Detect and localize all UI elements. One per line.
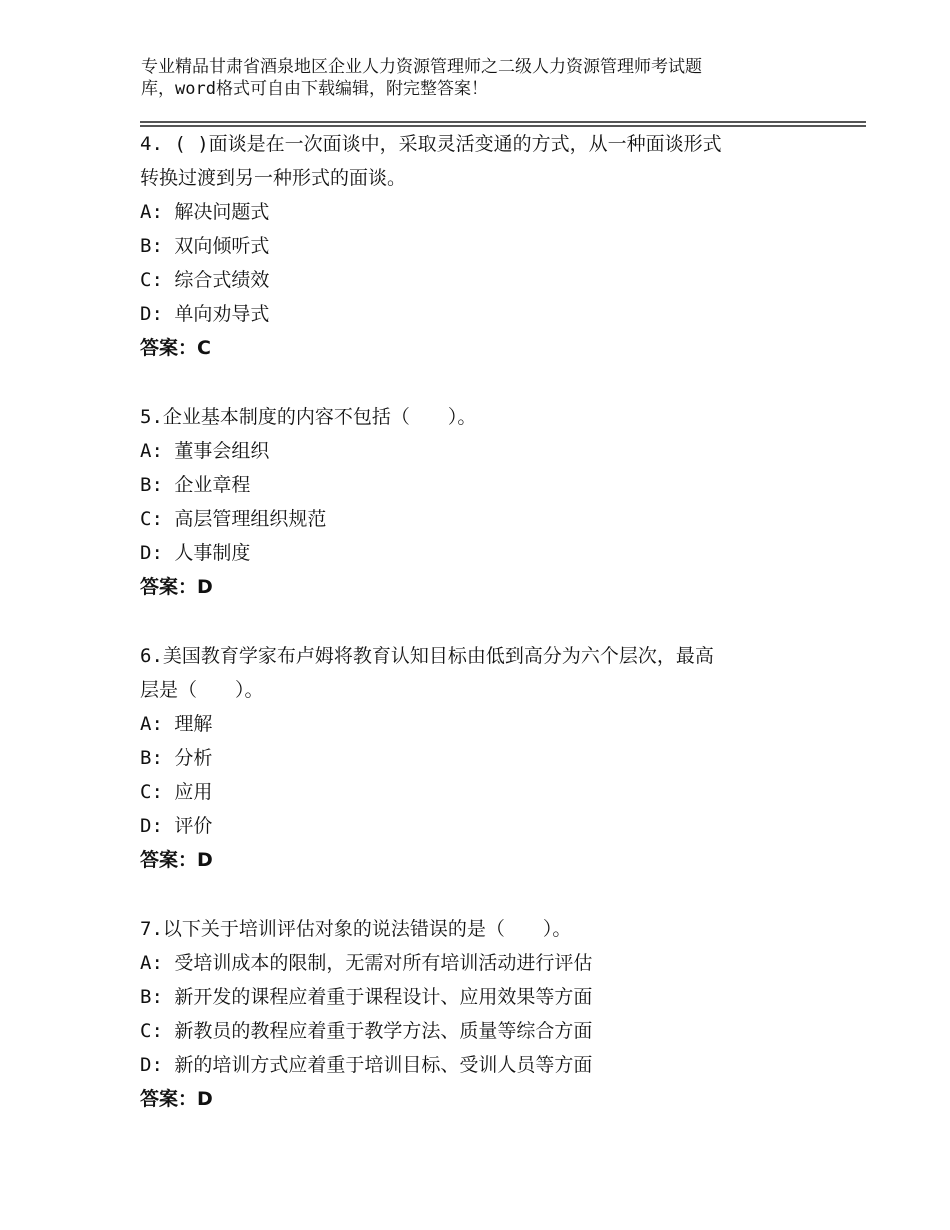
document-header [141,56,781,100]
option-b: B: 新开发的课程应着重于课程设计、应用效果等方面 [140,986,593,1008]
header-title-line-2: 库，word格式可自由下载编辑，附完整答案！ [141,79,488,99]
question-stem: 7.以下关于培训评估对象的说法错误的是（ ）。 [140,918,572,940]
question-stem: 转换过渡到另一种形式的面谈。 [140,167,407,189]
option-c: C: 新教员的教程应着重于教学方法、质量等综合方面 [140,1020,593,1042]
answer-label: 答案：C [140,337,211,359]
question-6 [140,639,820,877]
header-divider-top [140,121,866,123]
option-b: B: 双向倾听式 [140,235,270,257]
question-stem: 4. ( )面谈是在一次面谈中，采取灵活变通的方式，从一种面谈形式 [140,133,722,155]
option-a: A: 理解 [140,713,213,735]
option-d: D: 新的培训方式应着重于培训目标、受训人员等方面 [140,1054,593,1076]
option-c: C: 综合式绩效 [140,269,270,291]
option-b: B: 企业章程 [140,474,251,496]
question-7 [140,912,820,1116]
option-a: A: 解决问题式 [140,201,270,223]
option-b: B: 分析 [140,747,213,769]
option-c: C: 应用 [140,781,213,803]
option-a: A: 受培训成本的限制，无需对所有培训活动进行评估 [140,952,593,974]
header-title-line-1: 专业精品甘肃省酒泉地区企业人力资源管理师之二级人力资源管理师考试题 [141,57,702,77]
answer-label: 答案：D [140,576,213,598]
question-4 [140,127,820,365]
option-a: A: 董事会组织 [140,440,270,462]
question-stem: 5.企业基本制度的内容不包括（ ）。 [140,406,477,428]
question-stem: 层是（ ）。 [140,679,264,701]
option-d: D: 评价 [140,815,213,837]
question-5 [140,400,820,604]
option-c: C: 高层管理组织规范 [140,508,327,530]
option-d: D: 单向劝导式 [140,303,270,325]
option-d: D: 人事制度 [140,542,251,564]
answer-label: 答案：D [140,1088,213,1110]
answer-label: 答案：D [140,849,213,871]
question-stem: 6.美国教育学家布卢姆将教育认知目标由低到高分为六个层次，最高 [140,645,714,667]
